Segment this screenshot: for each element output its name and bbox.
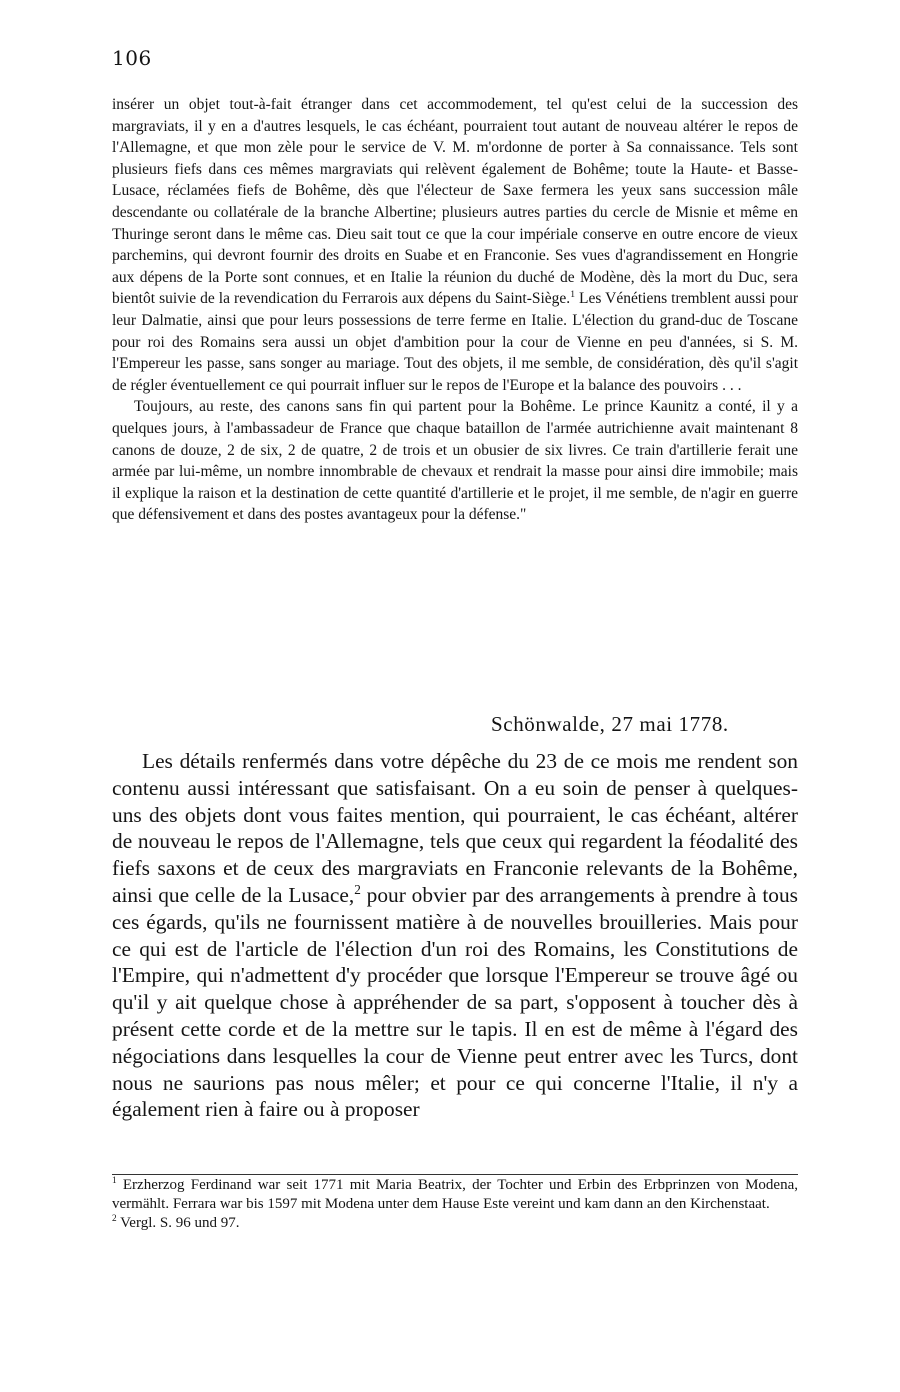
dateline: Schönwalde, 27 mai 1778. — [491, 712, 729, 736]
footnote-reference: 2 — [354, 881, 361, 897]
footnotes — [112, 1176, 798, 1233]
letter-text: Les détails renfermés dans votre dépêche du 23 de ce mois me rendent son contenu aussi intéressant que satisfaisant. On a eu soin de penser à quelques-uns des objets dont vous faites mention, qui pourraient, le cas échéant, altérer de nouveau le repos de l'Allemagne, tels que ceux qui regardent la féodalité des fiefs saxons et de ceux des margraviats en Franconie relevants de la Bohême, ainsi que celle de la Lusace, — [112, 749, 798, 907]
quoted-paragraph — [112, 94, 798, 396]
footnote — [112, 1214, 798, 1233]
footnote-mark: 2 — [112, 1214, 117, 1224]
footnote-text: Erzherzog Ferdinand war seit 1771 mit Maria Beatrix, der Tochter und Erbin des Erbprinzen von Modena, vermählt. Ferrara war bis 1597 mit Modena unter dem Hause Este vereint und kam dann an den Kirchenstaat. — [112, 1177, 799, 1212]
letter-text: pour obvier par des arrangements à prendre à tous ces égards, qu'ils ne fournissent matière à de nouvelles brouilleries. Mais pour ce qui est de l'article de l'élection d'un roi des Romains, les Constitutions de l'Empire, qui n'admettent d'y procéder que lorsque l'Empereur se trouve âgé ou qu'il y ait quelque chose à appréhender de sa part, s'opposent à toucher dès à présent cette corde et de la mettre sur le tapis. Il en est de même à l'égard des négociations dans lesquelles la cour de Vienne peut entrer avec les Turcs, dont nous ne saurions pas nous mêler; et pour ce qui concerne l'Italie, il n'y a également rien à faire ou à proposer — [112, 882, 798, 1122]
quoted-text: Les Vénétiens tremblent aussi pour leur Dalmatie, ainsi que pour leurs possessions de terre ferme en Italie. L'élection du grand-duc de Toscane pour roi des Romains sera aussi un objet d'ambition pour la cour de Vienne en peu d'années, si S. M. l'Empereur les passe, sans songer au mariage. Tout des objets, il me semble, de considération, dès qu'il s'agit de régler éventuellement ce qui pourrait influer sur le repos de l'Europe et la balance des pouvoirs . . . — [112, 290, 798, 394]
letter-body — [112, 748, 798, 1123]
footnote-mark: 1 — [112, 1176, 117, 1186]
footnote-reference: 1 — [570, 289, 575, 301]
footnote — [112, 1176, 798, 1214]
quoted-report — [112, 94, 798, 526]
page-number: 106 — [112, 46, 152, 70]
footnote-divider — [112, 1174, 798, 1175]
footnote-text: Vergl. S. 96 und 97. — [120, 1215, 240, 1231]
quoted-text: insérer un objet tout-à-fait étranger dans cet accommodement, tel qu'est celui de la succession des margraviats, il y en a d'autres lesquels, le cas échéant, pourraient tout autant de nouveau altérer le repos de l'Allemagne, et que mon zèle pour le service de V. M. m'ordonne de porter à Sa connaissance. Tels sont plusieurs fiefs dans ces mêmes margraviats qui relèvent également de Bohême; toute la Haute- et Basse-Lusace, réclamées fiefs de Bohême, dès que l'électeur de Saxe fermera les yeux sans succession mâle descendante ou collatérale de la branche Albertine; plusieurs autres parties du cercle de Misnie et même en Thuringe seront dans le même cas. Dieu sait tout ce que la cour impériale conserve en outre encore de vieux parchemins, qui devront fournir des droits en Suabe et en Franconie. Ses vues d'agrandissement en Hongrie aux dépens de la Porte sont connues, et en Italie la réunion du duché de Modène, dès la mort du Duc, sera bientôt suivie de la revendication du Ferrarois aux dépens du Saint-Siège. — [112, 96, 798, 308]
quoted-paragraph: Toujours, au reste, des canons sans fin qui partent pour la Bohême. Le prince Kaunitz a conté, il y a quelques jours, à l'ambassadeur de France que chaque bataillon de l'armée autrichienne avait maintenant 8 canons de douze, 2 de six, 2 de quatre, 2 de trois et un obusier de six livres. Ce train d'artillerie ferait une armée par lui-même, un nombre innombrable de chevaux et rendrait la masse pour ainsi dire immobile; mais il explique la raison et la destination de cette quantité d'artillerie et le projet, il me semble, de n'agir en guerre que défensivement et dans des postes avantageux pour la défense." — [112, 398, 798, 524]
